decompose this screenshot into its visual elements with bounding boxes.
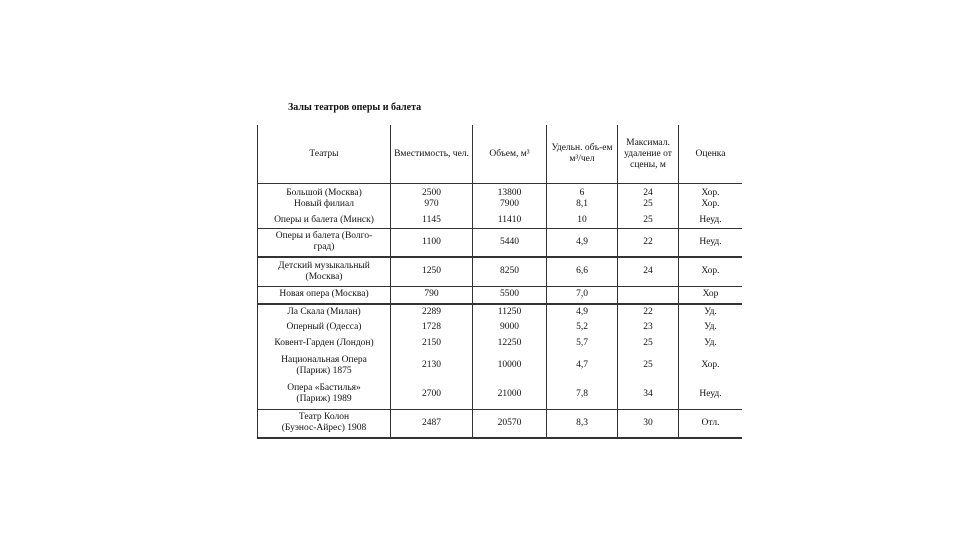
theatre-name-cell (258, 304, 391, 320)
volume-cell-line: 12250 (497, 338, 522, 348)
specific-volume-cell-line: 4,9 (576, 306, 588, 317)
specific-volume-cell-line: 7,0 (576, 289, 588, 300)
specific-volume-cell (547, 380, 618, 410)
volume-cell (473, 287, 547, 304)
table-row (258, 352, 743, 380)
volume-cell-line: 21000 (497, 388, 522, 399)
rating-cell (679, 336, 743, 352)
table-row (258, 257, 743, 287)
specific-volume-cell (547, 287, 618, 304)
specific-volume-cell (547, 336, 618, 352)
theatre-name-cell-line: (Париж) 1989 (296, 394, 352, 405)
volume-cell (473, 352, 547, 380)
capacity-cell-line: 2500 (422, 187, 441, 198)
capacity-cell (391, 257, 473, 287)
theatre-name-cell (258, 229, 391, 257)
volume-cell-line: 9000 (500, 322, 519, 332)
theatre-name-cell-line: (Париж) 1875 (296, 365, 352, 376)
volume-cell (473, 410, 547, 438)
capacity-cell-line: 2289 (422, 306, 441, 317)
capacity-cell (391, 380, 473, 410)
max-distance-cell-line: 24 (643, 266, 653, 277)
max-distance-cell-line: 25 (643, 198, 653, 209)
theatre-name-cell-line: Детский музыкальный (278, 260, 370, 271)
rating-cell-line: Уд. (704, 322, 717, 332)
capacity-cell-line: 2487 (422, 417, 441, 428)
volume-cell (473, 184, 547, 214)
volume-cell (473, 336, 547, 352)
theatre-name-cell (258, 287, 391, 304)
specific-volume-cell (547, 214, 618, 229)
rating-cell-line: Хор. (701, 187, 720, 198)
max-distance-cell (618, 304, 679, 320)
theatre-name-cell (258, 410, 391, 438)
max-distance-cell-line: 25 (643, 215, 653, 226)
volume-cell (473, 214, 547, 229)
rating-cell (679, 214, 743, 229)
specific-volume-cell-line: 8,1 (576, 198, 588, 209)
rating-cell (679, 410, 743, 438)
volume-cell-line: 20570 (497, 417, 522, 428)
volume-cell (473, 320, 547, 336)
capacity-cell (391, 410, 473, 438)
theatre-name-cell-line: Оперы и балета (Волго- (275, 231, 373, 242)
rating-cell-line: Хор. (701, 360, 720, 370)
capacity-cell-line: 2700 (422, 388, 441, 399)
max-distance-cell-line: 22 (643, 236, 653, 247)
rating-cell-line: Уд. (704, 338, 717, 348)
max-distance-cell (618, 229, 679, 257)
max-distance-cell (618, 352, 679, 380)
capacity-cell-line: 2130 (422, 360, 441, 370)
header-rating: Оценка (679, 125, 743, 184)
specific-volume-cell-line: 5,2 (576, 322, 588, 332)
specific-volume-cell-line: 5,7 (576, 338, 588, 348)
volume-cell-line: 10000 (497, 360, 522, 370)
rating-cell (679, 304, 743, 320)
max-distance-cell (618, 336, 679, 352)
rating-cell-line: Отл. (701, 417, 720, 428)
volume-cell (473, 304, 547, 320)
theatre-table (257, 125, 742, 439)
theatre-name-cell-line: Национальная Опера (281, 354, 367, 365)
theatre-name-cell-line: Ла Скала (Милан) (287, 306, 361, 317)
capacity-cell (391, 214, 473, 229)
specific-volume-cell-line: 4,9 (576, 236, 588, 247)
capacity-cell-line: 970 (424, 198, 439, 209)
theatre-name-cell (258, 352, 391, 380)
specific-volume-cell (547, 320, 618, 336)
capacity-cell (391, 352, 473, 380)
volume-cell-line: 5500 (500, 289, 519, 300)
max-distance-cell-line: 22 (643, 306, 653, 317)
theatre-name-cell-line: Оперы и балета (Минск) (274, 215, 374, 226)
theatre-name-cell (258, 184, 391, 214)
theatre-name-cell (258, 320, 391, 336)
max-distance-cell-line: 23 (643, 322, 653, 332)
table-row (258, 320, 743, 336)
table-row (258, 304, 743, 320)
header-capacity: Вместимость, чел. (391, 125, 473, 184)
theatre-name-cell-line: Оперный (Одесса) (286, 322, 362, 332)
theatre-name-cell-line: град) (313, 242, 335, 253)
specific-volume-cell (547, 184, 618, 214)
theatre-name-cell-line: (Москва) (305, 271, 343, 282)
rating-cell (679, 380, 743, 410)
max-distance-cell (618, 257, 679, 287)
table-row (258, 410, 743, 438)
rating-cell (679, 287, 743, 304)
theatre-name-cell-line: Опера «Бастилья» (287, 383, 361, 394)
volume-cell-line: 7900 (500, 198, 519, 209)
capacity-cell (391, 184, 473, 214)
max-distance-cell (618, 380, 679, 410)
rating-cell-line: Уд. (704, 306, 717, 317)
rating-cell-line: Хор. (701, 198, 720, 209)
max-distance-cell-line: 25 (643, 360, 653, 370)
rating-cell (679, 184, 743, 214)
capacity-cell-line: 1100 (422, 236, 441, 247)
rating-cell-line: Хор. (701, 266, 720, 277)
max-distance-cell (618, 410, 679, 438)
table-row (258, 380, 743, 410)
table-body (258, 184, 743, 438)
max-distance-cell-line: 34 (643, 388, 653, 399)
volume-cell-line: 8250 (500, 266, 519, 277)
theatre-name-cell-line: Большой (Москва) (286, 187, 362, 198)
volume-cell (473, 380, 547, 410)
max-distance-cell-line: 30 (643, 417, 653, 428)
specific-volume-cell (547, 410, 618, 438)
rating-cell-line: Хор (702, 289, 719, 300)
volume-cell-line: 11410 (497, 215, 522, 226)
max-distance-cell (618, 287, 679, 304)
capacity-cell-line: 1728 (422, 322, 441, 332)
header-theatres: Театры (258, 125, 391, 184)
max-distance-cell (618, 184, 679, 214)
table-row (258, 214, 743, 229)
theatre-name-cell-line: Новый филиал (293, 198, 355, 209)
header-max-distance: Максимал. удаление от сцены, м (618, 125, 679, 184)
specific-volume-cell (547, 257, 618, 287)
specific-volume-cell (547, 229, 618, 257)
specific-volume-cell-line: 10 (577, 215, 587, 226)
volume-cell (473, 257, 547, 287)
table-row (258, 229, 743, 257)
specific-volume-cell-line: 7,8 (576, 388, 588, 399)
theatre-name-cell (258, 214, 391, 229)
rating-cell (679, 229, 743, 257)
header-row (258, 125, 743, 184)
specific-volume-cell-line: 6,6 (576, 266, 588, 277)
rating-cell (679, 320, 743, 336)
volume-cell-line: 13800 (497, 187, 522, 198)
max-distance-cell (618, 214, 679, 229)
capacity-cell (391, 304, 473, 320)
capacity-cell-line: 1250 (422, 266, 441, 277)
specific-volume-cell-line: 4,7 (576, 360, 588, 370)
volume-cell (473, 229, 547, 257)
specific-volume-cell (547, 352, 618, 380)
header-specific-volume: Удельн. объ-ем м³/чел (547, 125, 618, 184)
max-distance-cell-line: 25 (643, 338, 653, 348)
max-distance-cell (618, 320, 679, 336)
rating-cell-line: Неуд. (699, 215, 722, 226)
rating-cell (679, 352, 743, 380)
table-title: Залы театров оперы и балета (288, 102, 422, 113)
specific-volume-cell-line: 6 (579, 187, 585, 198)
rating-cell (679, 257, 743, 287)
table-row (258, 184, 743, 214)
table-row (258, 287, 743, 304)
header-volume: Объем, м³ (473, 125, 547, 184)
specific-volume-cell (547, 304, 618, 320)
theatre-name-cell-line: (Буэнос-Айрес) 1908 (281, 423, 367, 434)
theatre-name-cell (258, 257, 391, 287)
rating-cell-line: Неуд. (699, 236, 722, 247)
specific-volume-cell-line: 8,3 (576, 417, 588, 428)
table-row (258, 336, 743, 352)
capacity-cell (391, 287, 473, 304)
theatre-name-cell (258, 380, 391, 410)
theatre-name-cell-line: Театр Колон (298, 412, 350, 423)
theatre-name-cell-line: Новая опера (Москва) (279, 289, 369, 300)
capacity-cell (391, 320, 473, 336)
capacity-cell (391, 229, 473, 257)
capacity-cell-line: 1145 (422, 215, 441, 226)
capacity-cell-line: 2150 (422, 338, 441, 348)
volume-cell-line: 11250 (497, 306, 522, 317)
rating-cell-line: Неуд. (699, 388, 722, 399)
capacity-cell-line: 790 (424, 289, 439, 300)
volume-cell-line: 5440 (500, 236, 519, 247)
capacity-cell (391, 336, 473, 352)
theatre-name-cell-line: Ковент-Гарден (Лондон) (274, 338, 374, 348)
max-distance-cell-line: 24 (643, 187, 653, 198)
theatre-name-cell (258, 336, 391, 352)
